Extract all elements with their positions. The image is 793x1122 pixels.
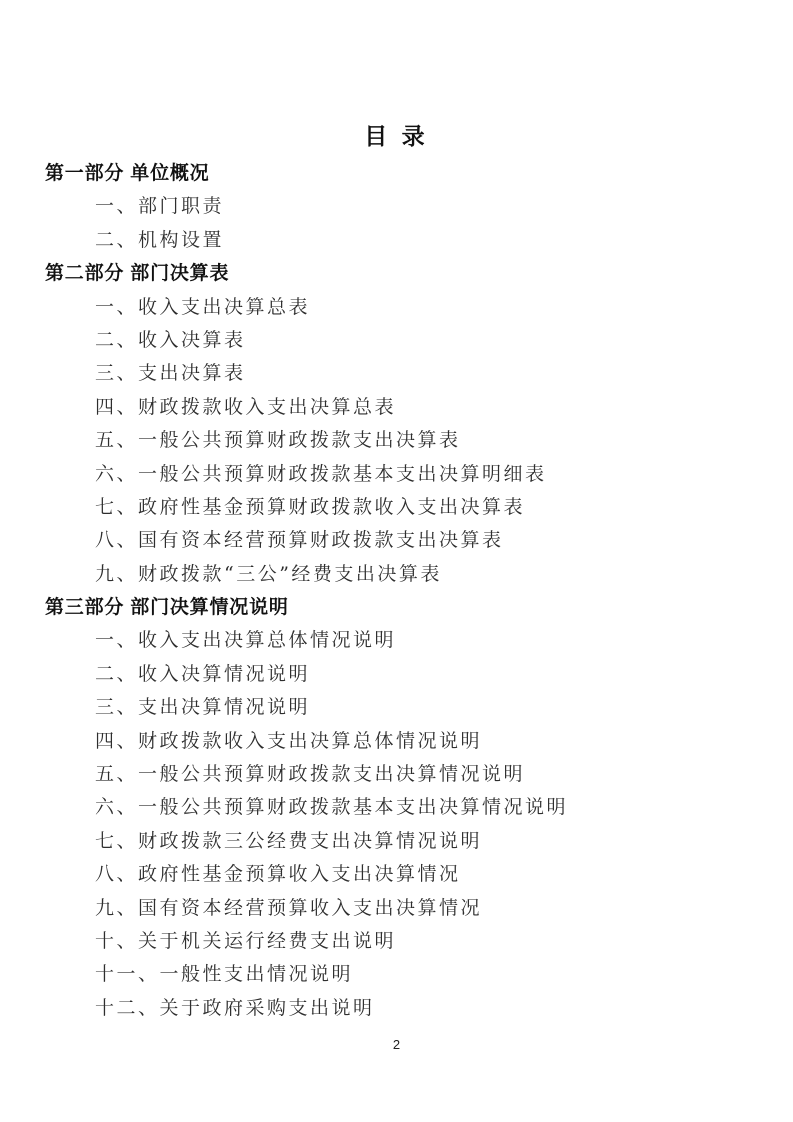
toc-item: 四、财政拨款收入支出决算总体情况说明 (95, 729, 483, 752)
toc-item: 八、国有资本经营预算财政拨款支出决算表 (95, 529, 504, 552)
toc-item: 六、一般公共预算财政拨款基本支出决算情况说明 (95, 796, 569, 819)
toc-item: 九、财政拨款“三公”经费支出决算表 (95, 562, 442, 585)
toc-item: 八、政府性基金预算收入支出决算情况 (95, 863, 461, 886)
toc-item: 二、收入决算表 (95, 328, 246, 351)
toc-item: 三、支出决算表 (95, 362, 246, 385)
toc-section-heading: 第二部分 部门决算表 (45, 263, 230, 285)
toc-item: 五、一般公共预算财政拨款支出决算表 (95, 429, 461, 452)
page-number: 2 (392, 1037, 401, 1052)
toc-item: 七、财政拨款三公经费支出决算情况说明 (95, 829, 483, 852)
toc-item: 二、机构设置 (95, 228, 225, 251)
toc-item: 九、国有资本经营预算收入支出决算情况 (95, 896, 483, 919)
toc-item: 六、一般公共预算财政拨款基本支出决算明细表 (95, 462, 547, 485)
toc-section-heading: 第一部分 单位概况 (45, 163, 210, 184)
toc-item: 四、财政拨款收入支出决算总表 (95, 395, 397, 418)
toc-item: 一、收入支出决算总表 (95, 295, 311, 318)
toc-item: 十一、一般性支出情况说明 (95, 963, 354, 986)
toc-item: 五、一般公共预算财政拨款支出决算情况说明 (95, 763, 526, 786)
toc-item: 一、收入支出决算总体情况说明 (95, 629, 397, 652)
toc-item: 一、部门职责 (95, 195, 225, 218)
toc-section-heading: 第三部分 部门决算情况说明 (45, 597, 289, 619)
toc-item: 十、关于机关运行经费支出说明 (95, 929, 397, 952)
toc-item: 二、收入决算情况说明 (95, 662, 311, 685)
page-title: 目 录 (364, 123, 429, 149)
table-of-contents (0, 157, 793, 1025)
toc-item: 十二、关于政府采购支出说明 (95, 996, 375, 1019)
toc-item: 七、政府性基金预算财政拨款收入支出决算表 (95, 495, 526, 518)
toc-item: 三、支出决算情况说明 (95, 696, 311, 719)
